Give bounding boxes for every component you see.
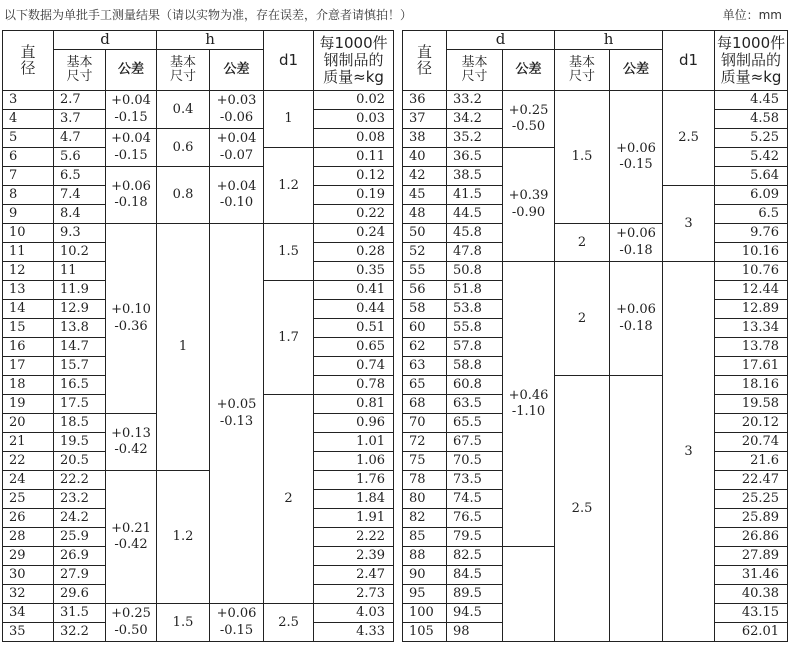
mass-cell: 19.58 [715, 395, 788, 414]
mass-cell: 13.78 [715, 338, 788, 357]
diameter-cell: 60 [403, 319, 447, 338]
h-basic-size-cell: 2 [555, 262, 610, 376]
d-basic-size-cell: 63.5 [447, 395, 503, 414]
tolerance-lower: -0.18 [619, 242, 653, 258]
d-basic-size-cell: 29.6 [54, 585, 106, 604]
mass-cell: 0.74 [314, 357, 394, 376]
diameter-cell: 20 [3, 414, 54, 433]
d-basic-size-cell: 32.2 [54, 623, 106, 642]
tolerance-upper: +0.10 [111, 302, 151, 318]
diameter-cell: 95 [403, 585, 447, 604]
d-basic-size-cell: 57.8 [447, 338, 503, 357]
d-basic-size-cell: 2.7 [54, 91, 106, 110]
h-tolerance-cell [610, 224, 663, 262]
d-basic-size-cell: 51.8 [447, 281, 503, 300]
table-row [3, 604, 394, 623]
diameter-cell: 105 [403, 623, 447, 642]
tolerance-lower: -0.07 [219, 147, 254, 163]
h-basic-size-cell: 1 [157, 224, 210, 471]
diameter-cell: 40 [403, 148, 447, 167]
d-basic-size-cell: 22.2 [54, 471, 106, 490]
mass-cell: 0.28 [314, 243, 394, 262]
h-basic-size-cell: 0.6 [157, 129, 210, 167]
diameter-cell: 35 [3, 623, 54, 642]
header-d-basic-size: 基本 尺寸 [447, 50, 503, 91]
d-basic-size-cell: 4.7 [54, 129, 106, 148]
d-tolerance-cell [106, 414, 157, 471]
header-h-basic-size: 基本 尺寸 [157, 50, 210, 91]
diameter-cell: 30 [3, 566, 54, 585]
diameter-cell: 55 [403, 262, 447, 281]
d-basic-size-cell: 27.9 [54, 566, 106, 585]
diameter-cell: 11 [3, 243, 54, 262]
tolerance-lower: -0.36 [114, 318, 148, 334]
mass-cell: 10.76 [715, 262, 788, 281]
h-tolerance-cell [210, 91, 264, 129]
header-h-tolerance: 公差 [210, 50, 264, 91]
mass-cell: 5.64 [715, 167, 788, 186]
d1-cell: 1.7 [264, 281, 314, 395]
d-tolerance-cell [503, 547, 555, 642]
diameter-cell: 58 [403, 300, 447, 319]
d-basic-size-cell: 41.5 [447, 186, 503, 205]
header-h: h [555, 31, 663, 50]
mass-cell: 22.47 [715, 471, 788, 490]
table-row [403, 262, 788, 281]
h-tolerance-cell [610, 91, 663, 224]
d-basic-size-cell: 55.8 [447, 319, 503, 338]
mass-cell: 0.65 [314, 338, 394, 357]
tolerance-lower: -0.10 [219, 195, 254, 210]
d-basic-size-cell: 19.5 [54, 433, 106, 452]
d-basic-size-cell: 18.5 [54, 414, 106, 433]
d-tolerance-cell [106, 167, 157, 224]
diameter-cell: 63 [403, 357, 447, 376]
diameter-cell: 29 [3, 547, 54, 566]
tolerance-lower: -0.50 [511, 119, 546, 134]
d-basic-size-cell: 50.8 [447, 262, 503, 281]
d-basic-size-cell: 7.4 [54, 186, 106, 205]
table-row [3, 129, 394, 148]
tolerance-lower: -0.42 [114, 442, 148, 457]
d-basic-size-cell: 67.5 [447, 433, 503, 452]
tolerance-lower: -0.18 [619, 318, 653, 334]
d-basic-size-cell: 47.8 [447, 243, 503, 262]
diameter-cell: 9 [3, 205, 54, 224]
d-basic-size-cell: 15.7 [54, 357, 106, 376]
table-row [3, 167, 394, 186]
d1-cell: 3 [663, 262, 715, 642]
d-basic-size-cell: 74.5 [447, 490, 503, 509]
header-h: h [157, 31, 264, 50]
d-basic-size-cell: 82.5 [447, 547, 503, 566]
mass-cell: 13.34 [715, 319, 788, 338]
table-row [3, 471, 394, 490]
d-basic-size-cell: 8.4 [54, 205, 106, 224]
d-basic-size-cell: 14.7 [54, 338, 106, 357]
d-basic-size-cell: 84.5 [447, 566, 503, 585]
diameter-cell: 28 [3, 528, 54, 547]
d1-cell: 2 [264, 395, 314, 604]
diameter-cell: 3 [3, 91, 54, 110]
tolerance-upper: +0.25 [508, 102, 549, 118]
header-d1: d1 [663, 31, 715, 91]
table-row [3, 224, 394, 243]
d-tolerance-cell [106, 91, 157, 129]
diameter-cell: 24 [3, 471, 54, 490]
mass-cell: 9.76 [715, 224, 788, 243]
mass-cell: 1.76 [314, 471, 394, 490]
spec-table-right [402, 30, 788, 642]
mass-cell: 21.6 [715, 452, 788, 471]
diameter-cell: 32 [3, 585, 54, 604]
mass-cell: 0.78 [314, 376, 394, 395]
diameter-cell: 10 [3, 224, 54, 243]
d-basic-size-cell: 5.6 [54, 148, 106, 167]
d-basic-size-cell: 31.5 [54, 604, 106, 623]
h-tolerance-cell [210, 167, 264, 224]
table-row [403, 91, 788, 110]
diameter-cell: 8 [3, 186, 54, 205]
tolerance-lower: -0.90 [511, 204, 546, 220]
measurement-note: 以下数据为单批手工测量结果（请以实物为准，存在误差，介意者请慎拍！） [4, 8, 413, 22]
header-d-basic-size: 基本 尺寸 [54, 50, 106, 91]
mass-cell: 0.81 [314, 395, 394, 414]
mass-cell: 40.38 [715, 585, 788, 604]
d-basic-size-cell: 24.2 [54, 509, 106, 528]
mass-cell: 20.12 [715, 414, 788, 433]
mass-cell: 0.51 [314, 319, 394, 338]
d-tolerance-cell [503, 91, 555, 148]
diameter-cell: 78 [403, 471, 447, 490]
diameter-cell: 14 [3, 300, 54, 319]
mass-cell: 0.12 [314, 167, 394, 186]
tolerance-lower: -0.18 [114, 195, 148, 210]
mass-cell: 12.89 [715, 300, 788, 319]
d-basic-size-cell: 36.5 [447, 148, 503, 167]
mass-cell: 4.45 [715, 91, 788, 110]
tolerance-upper: +0.06 [111, 178, 151, 194]
tolerance-lower: -0.15 [619, 157, 653, 172]
d-basic-size-cell: 89.5 [447, 585, 503, 604]
h-tolerance-cell [210, 604, 264, 642]
d-tolerance-cell [503, 148, 555, 262]
header-h-basic-size: 基本 尺寸 [555, 50, 610, 91]
d-basic-size-cell: 33.2 [447, 91, 503, 110]
mass-cell: 6.09 [715, 186, 788, 205]
tolerance-lower: -0.15 [219, 622, 254, 638]
header-d-tolerance: 公差 [106, 50, 157, 91]
diameter-cell: 7 [3, 167, 54, 186]
d-tolerance-cell [106, 604, 157, 642]
table-row [403, 224, 788, 243]
d-basic-size-cell: 58.8 [447, 357, 503, 376]
diameter-cell: 17 [3, 357, 54, 376]
d-basic-size-cell: 9.3 [54, 224, 106, 243]
mass-cell: 0.22 [314, 205, 394, 224]
d-basic-size-cell: 6.5 [54, 167, 106, 186]
mass-cell: 2.73 [314, 585, 394, 604]
unit-label: 单位：mm [722, 8, 782, 22]
tolerance-upper: +0.21 [111, 520, 151, 536]
mass-cell: 1.84 [314, 490, 394, 509]
d1-cell: 1.2 [264, 148, 314, 224]
diameter-cell: 82 [403, 509, 447, 528]
mass-cell: 2.39 [314, 547, 394, 566]
mass-cell: 0.24 [314, 224, 394, 243]
h-tolerance-cell [610, 376, 663, 642]
diameter-cell: 13 [3, 281, 54, 300]
mass-cell: 4.03 [314, 604, 394, 623]
diameter-cell: 36 [403, 91, 447, 110]
diameter-cell: 25 [3, 490, 54, 509]
mass-cell: 25.89 [715, 509, 788, 528]
diameter-cell: 56 [403, 281, 447, 300]
diameter-cell: 5 [3, 129, 54, 148]
mass-cell: 6.5 [715, 205, 788, 224]
header-mass: 每1000件 钢制品的 质量≈kg [715, 31, 788, 91]
diameter-cell: 19 [3, 395, 54, 414]
tolerance-lower: -0.50 [114, 622, 148, 638]
diameter-cell: 34 [3, 604, 54, 623]
mass-cell: 5.42 [715, 148, 788, 167]
d-basic-size-cell: 11 [54, 262, 106, 281]
mass-cell: 62.01 [715, 623, 788, 642]
diameter-cell: 68 [403, 395, 447, 414]
header-h-tolerance: 公差 [610, 50, 663, 91]
mass-cell: 2.22 [314, 528, 394, 547]
d-basic-size-cell: 10.2 [54, 243, 106, 262]
header-d1: d1 [264, 31, 314, 91]
d1-cell: 1.5 [264, 224, 314, 281]
header-diameter: 直 径 [3, 31, 54, 91]
tolerance-upper: +0.46 [508, 387, 549, 403]
mass-cell: 2.47 [314, 566, 394, 585]
tolerance-upper: +0.06 [616, 140, 656, 156]
d-basic-size-cell: 73.5 [447, 471, 503, 490]
h-tolerance-cell [610, 262, 663, 376]
d-basic-size-cell: 76.5 [447, 509, 503, 528]
h-tolerance-cell [210, 129, 264, 167]
tolerance-upper: +0.06 [616, 226, 656, 242]
d-basic-size-cell: 34.2 [447, 110, 503, 129]
d-basic-size-cell: 13.8 [54, 319, 106, 338]
d1-cell: 1 [264, 91, 314, 148]
h-basic-size-cell: 2 [555, 224, 610, 262]
diameter-cell: 62 [403, 338, 447, 357]
header-d: d [54, 31, 157, 50]
h-basic-size-cell: 1.2 [157, 471, 210, 604]
diameter-cell: 6 [3, 148, 54, 167]
mass-cell: 0.19 [314, 186, 394, 205]
h-tolerance-cell [210, 224, 264, 604]
mass-cell: 0.08 [314, 129, 394, 148]
diameter-cell: 48 [403, 205, 447, 224]
d-basic-size-cell: 3.7 [54, 110, 106, 129]
mass-cell: 0.44 [314, 300, 394, 319]
diameter-cell: 70 [403, 414, 447, 433]
h-basic-size-cell: 0.8 [157, 167, 210, 224]
mass-cell: 0.11 [314, 148, 394, 167]
table-row [3, 91, 394, 110]
d-basic-size-cell: 20.5 [54, 452, 106, 471]
mass-cell: 43.15 [715, 604, 788, 623]
header-mass: 每1000件 钢制品的 质量≈kg [314, 31, 394, 91]
tolerance-upper: +0.25 [111, 606, 151, 622]
mass-cell: 0.03 [314, 110, 394, 129]
diameter-cell: 42 [403, 167, 447, 186]
tolerance-upper: +0.39 [508, 188, 549, 204]
mass-cell: 10.16 [715, 243, 788, 262]
d-basic-size-cell: 16.5 [54, 376, 106, 395]
diameter-cell: 21 [3, 433, 54, 452]
diameter-cell: 38 [403, 129, 447, 148]
mass-cell: 27.89 [715, 547, 788, 566]
diameter-cell: 26 [3, 509, 54, 528]
tolerance-upper: +0.03 [216, 93, 257, 109]
mass-cell: 5.25 [715, 129, 788, 148]
diameter-cell: 50 [403, 224, 447, 243]
diameter-cell: 85 [403, 528, 447, 547]
table-row [403, 376, 788, 395]
mass-cell: 20.74 [715, 433, 788, 452]
d-basic-size-cell: 70.5 [447, 452, 503, 471]
diameter-cell: 72 [403, 433, 447, 452]
diameter-cell: 12 [3, 262, 54, 281]
tolerance-upper: +0.05 [216, 397, 257, 413]
h-basic-size-cell: 1.5 [157, 604, 210, 642]
diameter-cell: 37 [403, 110, 447, 129]
tolerance-lower: -0.15 [114, 147, 148, 163]
tolerance-upper: +0.04 [216, 131, 257, 147]
tolerance-lower: -0.15 [114, 109, 148, 125]
tolerance-lower: -0.13 [219, 413, 254, 429]
mass-cell: 1.91 [314, 509, 394, 528]
d1-cell: 3 [663, 186, 715, 262]
tolerance-upper: +0.04 [216, 178, 257, 194]
tolerance-upper: +0.04 [111, 93, 151, 109]
d-basic-size-cell: 79.5 [447, 528, 503, 547]
d-basic-size-cell: 11.9 [54, 281, 106, 300]
diameter-cell: 22 [3, 452, 54, 471]
mass-cell: 1.06 [314, 452, 394, 471]
d-basic-size-cell: 44.5 [447, 205, 503, 224]
h-basic-size-cell: 2.5 [555, 376, 610, 642]
header-d-tolerance: 公差 [503, 50, 555, 91]
diameter-cell: 45 [403, 186, 447, 205]
diameter-cell: 90 [403, 566, 447, 585]
diameter-cell: 75 [403, 452, 447, 471]
d-basic-size-cell: 98 [447, 623, 503, 642]
h-basic-size-cell: 0.4 [157, 91, 210, 129]
mass-cell: 0.96 [314, 414, 394, 433]
d-basic-size-cell: 65.5 [447, 414, 503, 433]
d-basic-size-cell: 17.5 [54, 395, 106, 414]
mass-cell: 0.41 [314, 281, 394, 300]
mass-cell: 1.01 [314, 433, 394, 452]
tolerance-lower: -1.10 [511, 404, 546, 419]
diameter-cell: 16 [3, 338, 54, 357]
d-basic-size-cell: 25.9 [54, 528, 106, 547]
d-tolerance-cell [106, 471, 157, 604]
tolerance-upper: +0.06 [216, 606, 257, 622]
diameter-cell: 52 [403, 243, 447, 262]
d-basic-size-cell: 26.9 [54, 547, 106, 566]
d-basic-size-cell: 35.2 [447, 129, 503, 148]
tolerance-upper: +0.04 [111, 131, 151, 147]
tolerance-upper: +0.06 [616, 302, 656, 318]
diameter-cell: 100 [403, 604, 447, 623]
d-basic-size-cell: 60.8 [447, 376, 503, 395]
diameter-cell: 88 [403, 547, 447, 566]
d-tolerance-cell [106, 129, 157, 167]
mass-cell: 25.25 [715, 490, 788, 509]
header-d: d [447, 31, 555, 50]
d-tolerance-cell [106, 224, 157, 414]
d-basic-size-cell: 38.5 [447, 167, 503, 186]
tolerance-lower: -0.42 [114, 537, 148, 552]
diameter-cell: 65 [403, 376, 447, 395]
diameter-cell: 80 [403, 490, 447, 509]
mass-cell: 0.02 [314, 91, 394, 110]
h-basic-size-cell: 1.5 [555, 91, 610, 224]
spec-table-left [2, 30, 394, 642]
mass-cell: 12.44 [715, 281, 788, 300]
mass-cell: 26.86 [715, 528, 788, 547]
mass-cell: 18.16 [715, 376, 788, 395]
d-tolerance-cell [503, 262, 555, 547]
d-basic-size-cell: 23.2 [54, 490, 106, 509]
mass-cell: 4.58 [715, 110, 788, 129]
tolerance-lower: -0.06 [219, 109, 254, 125]
mass-cell: 4.33 [314, 623, 394, 642]
mass-cell: 0.35 [314, 262, 394, 281]
diameter-cell: 18 [3, 376, 54, 395]
mass-cell: 17.61 [715, 357, 788, 376]
d-basic-size-cell: 45.8 [447, 224, 503, 243]
tolerance-upper: +0.13 [111, 425, 151, 441]
header-diameter: 直 径 [403, 31, 447, 91]
d1-cell: 2.5 [264, 604, 314, 642]
d-basic-size-cell: 12.9 [54, 300, 106, 319]
d1-cell: 2.5 [663, 91, 715, 186]
mass-cell: 31.46 [715, 566, 788, 585]
d-basic-size-cell: 94.5 [447, 604, 503, 623]
d-basic-size-cell: 53.8 [447, 300, 503, 319]
diameter-cell: 4 [3, 110, 54, 129]
diameter-cell: 15 [3, 319, 54, 338]
